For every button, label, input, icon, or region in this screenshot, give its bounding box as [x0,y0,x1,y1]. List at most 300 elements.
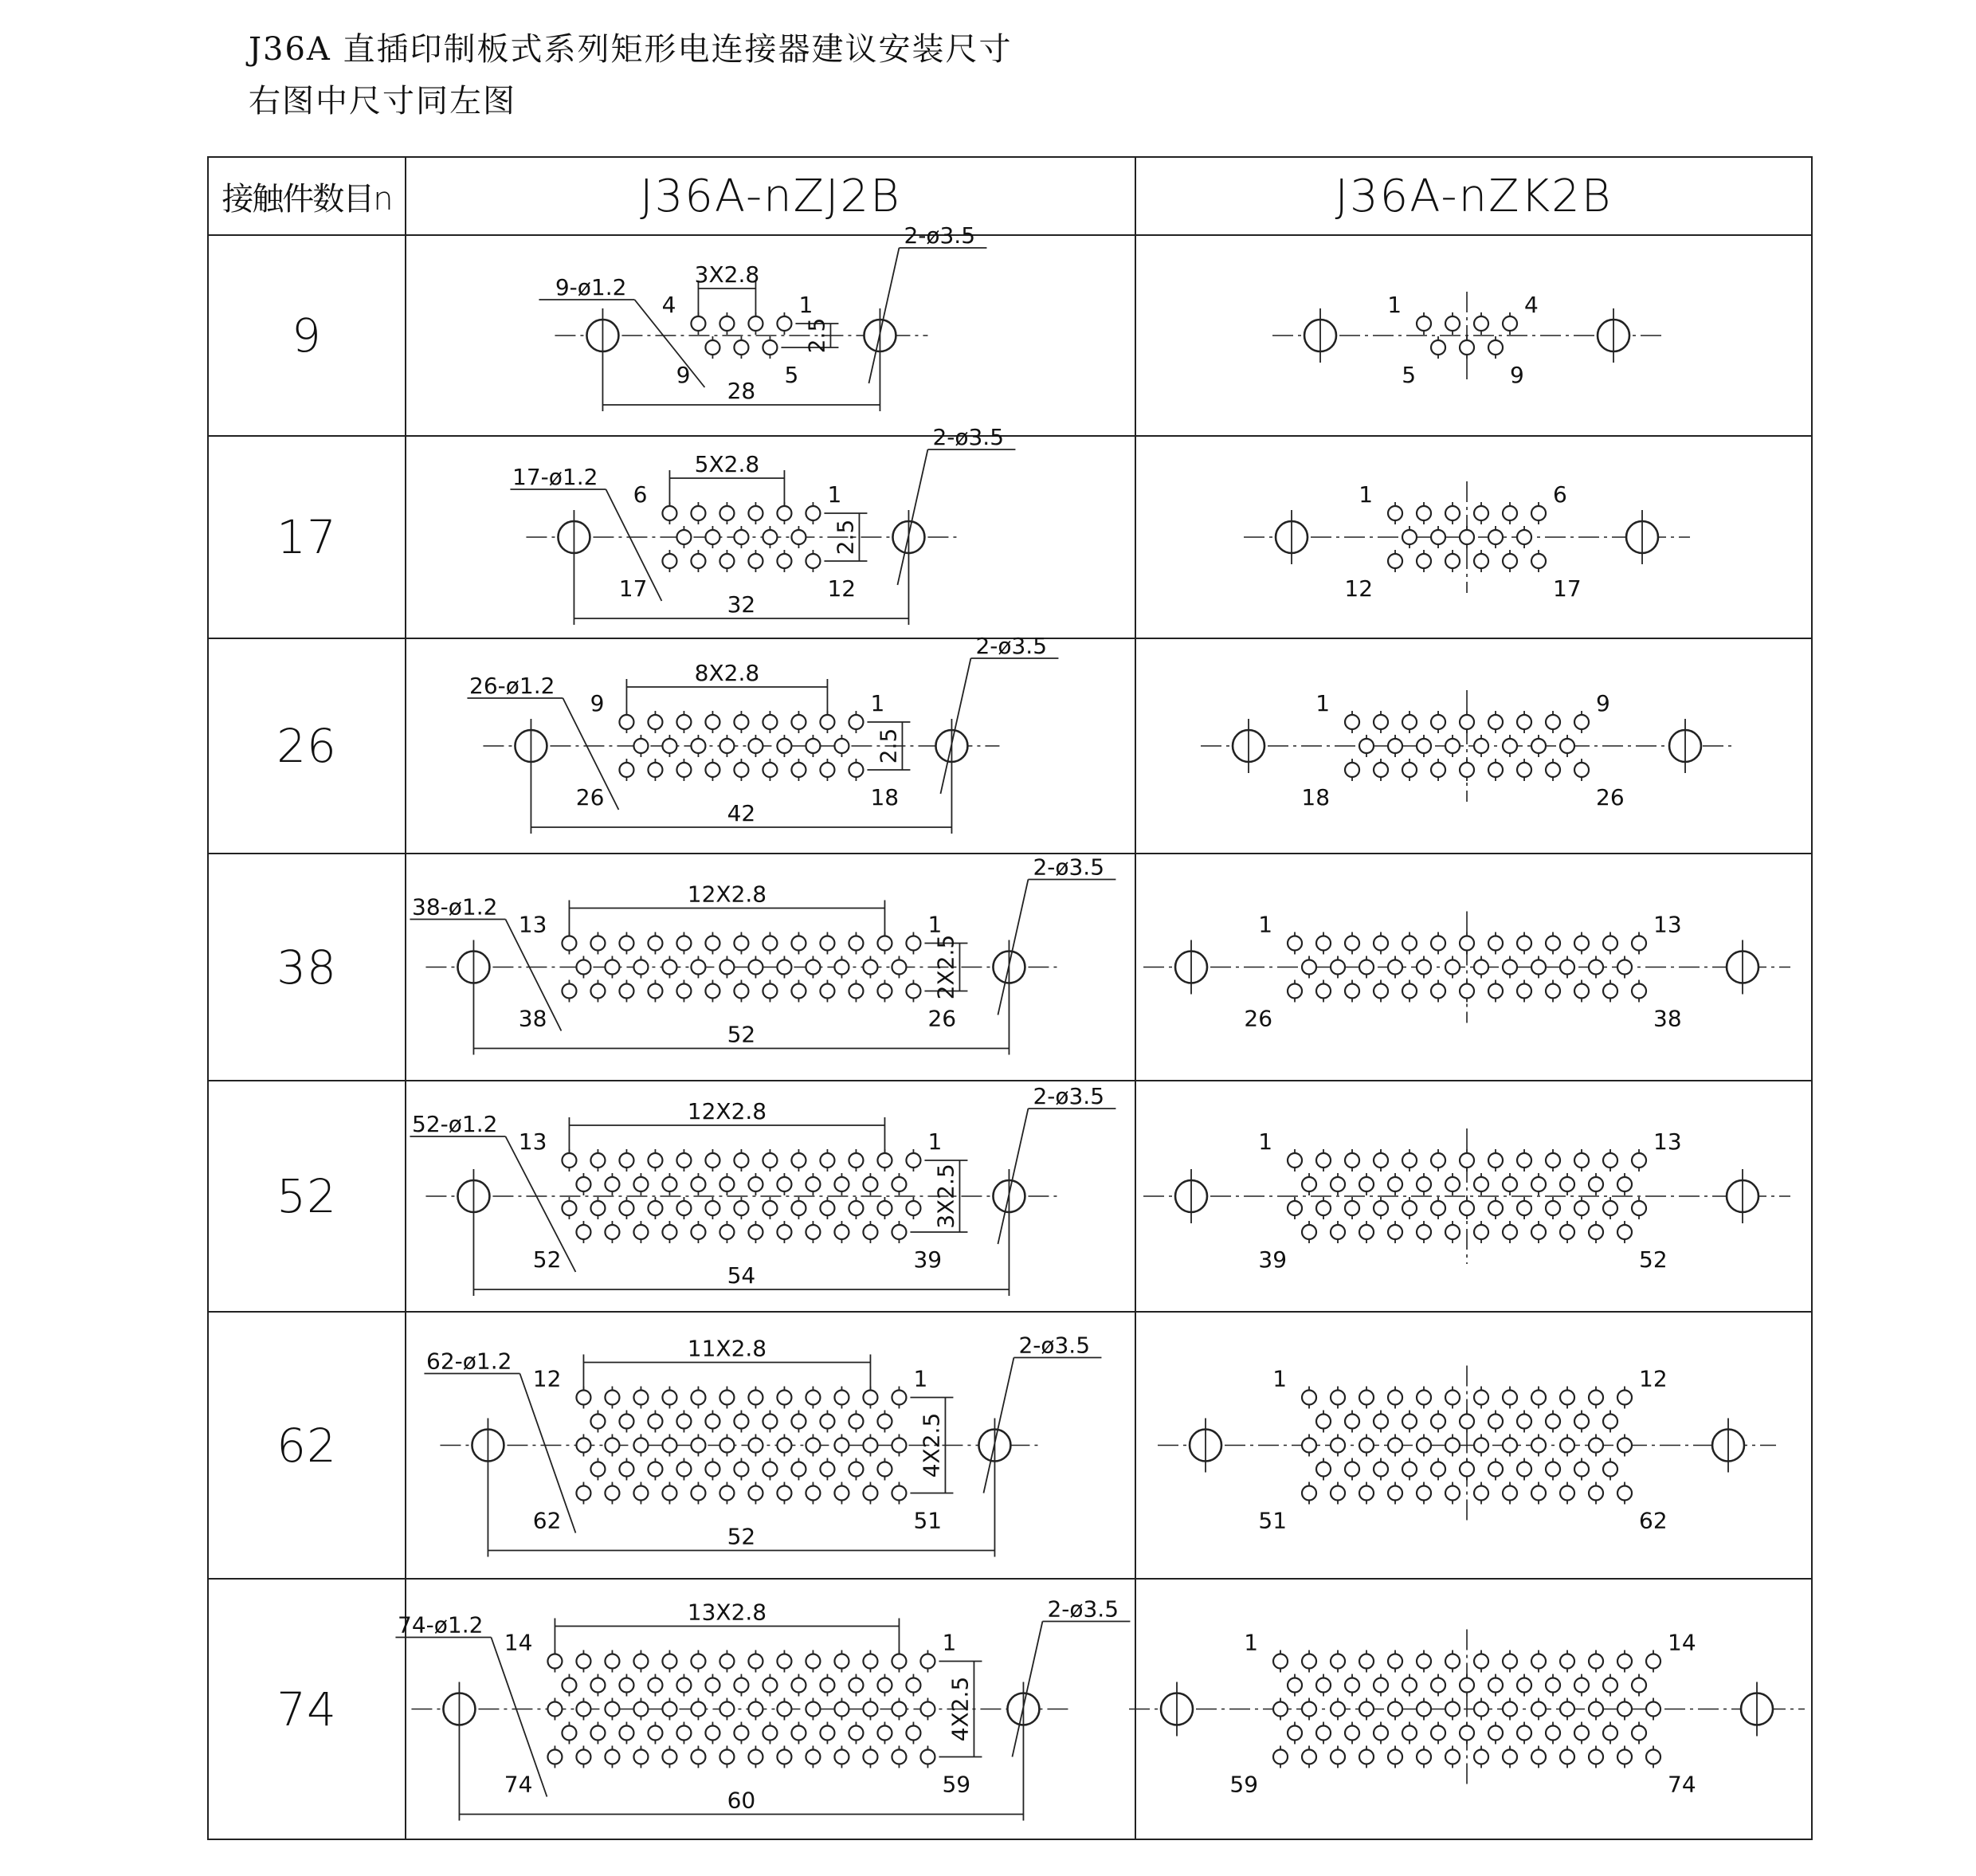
contact-pin [1302,1702,1316,1717]
contact-pin [1517,1153,1531,1168]
contact-pin [1431,1462,1445,1477]
contact-pin [605,1391,619,1405]
contact-pin [719,1177,734,1191]
contact-pin [590,1415,605,1429]
contact-pin [777,1391,791,1405]
contact-pin [605,1654,619,1669]
contact-pin [1445,1486,1460,1501]
contact-pin [1474,1702,1488,1717]
contact-pin [705,763,719,777]
contact-pin [691,1177,705,1191]
contact-pin [834,960,849,975]
contact-pin [676,1726,691,1741]
contact-pin [1431,763,1445,777]
contact-pin [676,936,691,951]
contact-pin [719,1750,734,1764]
pin-label-top-left: 1 [1258,1128,1273,1155]
contact-pin [1589,1486,1603,1501]
contact-pin [633,960,648,975]
contact-pin [1460,1678,1474,1693]
contact-pin [748,1177,763,1191]
contact-pin [791,1678,806,1693]
pin-label-bottom-left: 51 [1258,1507,1288,1534]
contact-pin [763,1462,777,1477]
contact-pin [1488,763,1503,777]
contact-pin [576,1177,590,1191]
contact-pin [1402,530,1417,544]
contact-pin [1431,1678,1445,1693]
width-label: 52 [727,1021,756,1048]
width-label: 42 [727,800,756,826]
pin-label-top-left: 1 [1272,1365,1288,1392]
contact-pin [662,1702,676,1717]
contact-pin [791,1415,806,1429]
contact-pin [605,1177,619,1191]
contact-pin [834,1654,849,1669]
contact-pin [719,739,734,753]
contact-pin [662,960,676,975]
contact-pin [576,1654,590,1669]
contact-pin [806,1750,820,1764]
contact-pin [1374,1415,1388,1429]
pin-label-bottom-left: 9 [676,362,691,388]
contact-pin [791,530,806,544]
contact-pin [1431,340,1445,355]
contact-pin [1517,1726,1531,1741]
contact-pin [633,1654,648,1669]
contact-pin [633,1486,648,1501]
contact-pin [676,530,691,544]
contact-pin [1445,1438,1460,1453]
contact-pin [849,1462,863,1477]
contact-pin [1345,984,1359,999]
pin-label-bottom-left: 26 [1244,1005,1273,1032]
contact-pin [1460,1726,1474,1741]
contact-pin [676,1415,691,1429]
contact-pin [562,984,576,999]
contact-pin [1288,936,1302,951]
contact-pin [1388,1654,1402,1669]
pin-label-bottom-left: 74 [504,1771,533,1798]
contact-pin [763,530,777,544]
contact-pin [1574,1726,1589,1741]
contact-pin [1474,1177,1488,1191]
contact-pin [1273,1654,1288,1669]
contact-pin [1273,1702,1288,1717]
contact-pin [763,1415,777,1429]
contact-pin [1374,763,1388,777]
contact-pin [1531,960,1546,975]
contact-pin [662,1486,676,1501]
contact-pin [863,1225,877,1239]
contact-pin [849,1415,863,1429]
cell-b [1135,436,1812,638]
contact-pin [1345,763,1359,777]
leader-line [868,248,899,383]
contact-pin [806,1438,820,1453]
contact-pin [1531,1438,1546,1453]
table-row [208,638,1812,854]
mount-hole-label: 2-ø3.5 [975,633,1048,659]
contact-pin [892,1225,906,1239]
pin-label-top-right: 1 [798,292,814,318]
contact-pin [777,1702,791,1717]
contact-pin [1445,554,1460,568]
contact-pin [777,960,791,975]
contact-pin [547,1750,562,1764]
mount-hole-label: 2-ø3.5 [1033,1083,1105,1109]
contact-pin [1331,960,1345,975]
contact-pin [705,1678,719,1693]
contact-pin [777,316,791,331]
width-label: 54 [727,1262,756,1289]
pin-label-bottom-right: 12 [827,575,857,602]
contact-pin [662,1750,676,1764]
contact-pin [1445,1702,1460,1717]
contact-pin [719,1654,734,1669]
contact-pin [877,1726,892,1741]
contact-pin [920,1750,935,1764]
contact-pin [1560,1438,1574,1453]
contact-pin [1460,530,1474,544]
pitch-label: 11X2.8 [687,1335,767,1362]
contact-pin [1316,1462,1331,1477]
contact-pin [1374,1462,1388,1477]
contact-pin [1603,1726,1617,1741]
contact-pin [849,984,863,999]
contact-pin [892,1486,906,1501]
contact-pin [1560,960,1574,975]
contact-pin [691,1750,705,1764]
contact-pin [619,1678,633,1693]
pin-label-top-right: 1 [913,1365,928,1392]
contact-pin [791,984,806,999]
contact-pin [1345,1201,1359,1215]
contact-pin [763,763,777,777]
contact-pin [719,1486,734,1501]
contact-pin [662,506,676,520]
contact-pin [849,763,863,777]
contact-pin [619,1415,633,1429]
pin-label-bottom-right: 62 [1639,1507,1668,1534]
contact-pin [1402,984,1417,999]
contact-pin [619,1201,633,1215]
contact-pin [1388,739,1402,753]
contact-pin [1603,1201,1617,1215]
contact-pin [1503,1486,1517,1501]
contact-pin [1617,1486,1632,1501]
contact-pin [1503,739,1517,753]
contact-pin [1474,554,1488,568]
contact-pin [820,1153,834,1168]
pin-label-bottom-left: 26 [575,784,605,810]
contact-pin [676,984,691,999]
pin-label-top-right: 1 [942,1629,957,1656]
contact-pin [1531,1391,1546,1405]
pin-label-bottom-left: 18 [1301,784,1331,810]
row-spacing-label: 2.5 [803,317,830,354]
contact-pin [605,960,619,975]
pitch-label: 12X2.8 [687,1098,767,1124]
contact-pin [763,1201,777,1215]
width-label: 28 [727,378,756,404]
pin-label-top-right: 14 [1668,1629,1696,1656]
contact-pin [1431,1201,1445,1215]
contact-pin [605,1750,619,1764]
contact-pin [863,960,877,975]
contact-pin [1546,763,1560,777]
contact-pin [1488,1201,1503,1215]
contact-pin [1302,1391,1316,1405]
contact-pin [590,1153,605,1168]
contact-pin [1503,1750,1517,1764]
hole-count-label: 26-ø1.2 [469,673,555,699]
contact-pin [619,763,633,777]
contact-pin [605,1486,619,1501]
contact-pin [791,1201,806,1215]
contact-pin [1503,1654,1517,1669]
contact-pin [734,1678,748,1693]
contact-pin [1417,1486,1431,1501]
contact-pin [1288,1726,1302,1741]
pin-label-bottom-left: 12 [1344,575,1374,602]
contact-pin [806,1225,820,1239]
contact-pin [1445,1177,1460,1191]
contact-pin [748,1750,763,1764]
contact-pin [1646,1702,1660,1717]
contact-pin [1560,739,1574,753]
cell-a [406,633,1135,854]
pin-label-top-left: 1 [1244,1629,1259,1656]
pin-label-bottom-left: 39 [1258,1246,1288,1273]
contact-pin [719,316,734,331]
contact-pin [777,1750,791,1764]
contact-pin [1503,1225,1517,1239]
row-count: 38 [208,854,406,1081]
header-count: 接触件数目n [208,157,406,235]
mount-hole-label: 2-ø3.5 [1047,1595,1119,1623]
contact-pin [763,936,777,951]
contact-pin [1345,1462,1359,1477]
contact-pin [633,739,648,753]
contact-pin [1302,1438,1316,1453]
contact-pin [820,984,834,999]
contact-pin [863,1654,877,1669]
contact-pin [1503,554,1517,568]
page-subtitle: 右图中尺寸同左图 [249,83,516,120]
contact-pin [1417,1654,1431,1669]
contact-pin [1589,1654,1603,1669]
row-count: 17 [208,436,406,638]
contact-pin [1474,1486,1488,1501]
contact-pin [834,1177,849,1191]
contact-pin [748,506,763,520]
contact-pin [1359,1654,1374,1669]
contact-pin [806,960,820,975]
contact-pin [1531,1225,1546,1239]
contact-pin [1331,1486,1345,1501]
contact-pin [1460,1462,1474,1477]
contact-pin [590,1201,605,1215]
contact-pin [1603,1153,1617,1168]
contact-pin [734,1201,748,1215]
contact-pin [1474,506,1488,520]
contact-pin [1445,1391,1460,1405]
contact-pin [1517,530,1531,544]
contact-pin [1560,1391,1574,1405]
contact-pin [576,1391,590,1405]
diagram-a [406,1081,1135,1311]
contact-pin [806,554,820,568]
contact-pin [1488,530,1503,544]
contact-pin [777,506,791,520]
contact-pin [1417,1702,1431,1717]
contact-pin [1517,984,1531,999]
cell-a [406,424,1135,638]
contact-pin [1560,1177,1574,1191]
contact-pin [562,1678,576,1693]
contact-pin [892,1654,906,1669]
row-spacing-label: 2.5 [832,519,859,555]
contact-pin [705,530,719,544]
contact-pin [763,1678,777,1693]
contact-pin [1417,739,1431,753]
contact-pin [834,1225,849,1239]
contact-pin [676,763,691,777]
contact-pin [590,936,605,951]
contact-pin [1474,1225,1488,1239]
contact-pin [1316,1153,1331,1168]
pin-label-bottom-right: 26 [1596,784,1625,810]
cell-b [1135,1312,1812,1579]
contact-pin [763,340,777,355]
contact-pin [1503,1438,1517,1453]
contact-pin [1359,1702,1374,1717]
contact-pin [1574,715,1589,729]
contact-pin [1417,1225,1431,1239]
contact-pin [920,1702,935,1717]
contact-pin [849,1201,863,1215]
contact-pin [1531,1486,1546,1501]
pin-label-bottom-left: 38 [518,1005,547,1032]
contact-pin [1560,1702,1574,1717]
contact-pin [648,763,662,777]
contact-pin [834,1750,849,1764]
diagram-b [1136,437,1811,638]
contact-pin [1359,1391,1374,1405]
contact-pin [863,1702,877,1717]
contact-pin [906,984,920,999]
contact-pin [820,1462,834,1477]
pin-label-top-left: 1 [1315,690,1331,716]
contact-pin [1431,1726,1445,1741]
contact-pin [691,1438,705,1453]
contact-pin [834,1486,849,1501]
contact-pin [877,1462,892,1477]
contact-pin [719,1438,734,1453]
contact-pin [662,1654,676,1669]
pin-label-bottom-right: 52 [1639,1246,1668,1273]
contact-pin [1331,1750,1345,1764]
contact-pin [1574,1462,1589,1477]
contact-pin [1288,1201,1302,1215]
contact-pin [1617,1750,1632,1764]
contact-pin [834,1702,849,1717]
contact-pin [619,936,633,951]
contact-pin [834,1438,849,1453]
contact-pin [1374,984,1388,999]
contact-pin [633,1391,648,1405]
contact-pin [1531,1702,1546,1717]
contact-pin [1388,1391,1402,1405]
contact-pin [820,1726,834,1741]
leader-line [1012,1622,1042,1757]
pin-label-top-left: 14 [504,1629,533,1656]
contact-pin [1503,316,1517,331]
contact-pin [1345,715,1359,729]
contact-pin [1603,984,1617,999]
contact-pin [1603,1462,1617,1477]
row-count: 62 [208,1312,406,1579]
contact-pin [1574,1415,1589,1429]
contact-pin [748,1391,763,1405]
table-row [208,1312,1812,1579]
contact-pin [1316,1415,1331,1429]
contact-pin [1488,1415,1503,1429]
contact-pin [590,1462,605,1477]
contact-pin [1488,984,1503,999]
diagram-b [1136,1580,1811,1839]
diagram-a [398,1580,1135,1839]
contact-pin [1402,1726,1417,1741]
contact-pin [1617,1438,1632,1453]
contact-pin [734,340,748,355]
table-row [208,1579,1812,1839]
contact-pin [748,554,763,568]
pin-label-bottom-right: 39 [913,1246,943,1273]
contact-pin [906,1153,920,1168]
contact-pin [863,1391,877,1405]
contact-pin [1617,1702,1632,1717]
contact-pin [1460,936,1474,951]
contact-pin [1431,1153,1445,1168]
contact-pin [863,1177,877,1191]
contact-pin [1646,1654,1660,1669]
hole-count-label: 9-ø1.2 [555,274,627,300]
contact-pin [849,936,863,951]
contact-pin [590,984,605,999]
contact-pin [1417,1438,1431,1453]
contact-pin [1402,1462,1417,1477]
contact-pin [1503,1391,1517,1405]
table-header-row [208,157,1812,235]
leader-line [897,449,927,585]
mount-hole-label: 2-ø3.5 [932,424,1005,450]
contact-pin [1460,1153,1474,1168]
contact-pin [1517,1201,1531,1215]
diagram-b [1136,1081,1811,1311]
contact-pin [1503,1177,1517,1191]
cell-a [406,1081,1135,1312]
contact-pin [791,715,806,729]
contact-pin [676,715,691,729]
contact-pin [547,1654,562,1669]
contact-pin [1331,1177,1345,1191]
contact-pin [562,1201,576,1215]
contact-pin [1388,1750,1402,1764]
contact-pin [662,1177,676,1191]
contact-pin [705,936,719,951]
